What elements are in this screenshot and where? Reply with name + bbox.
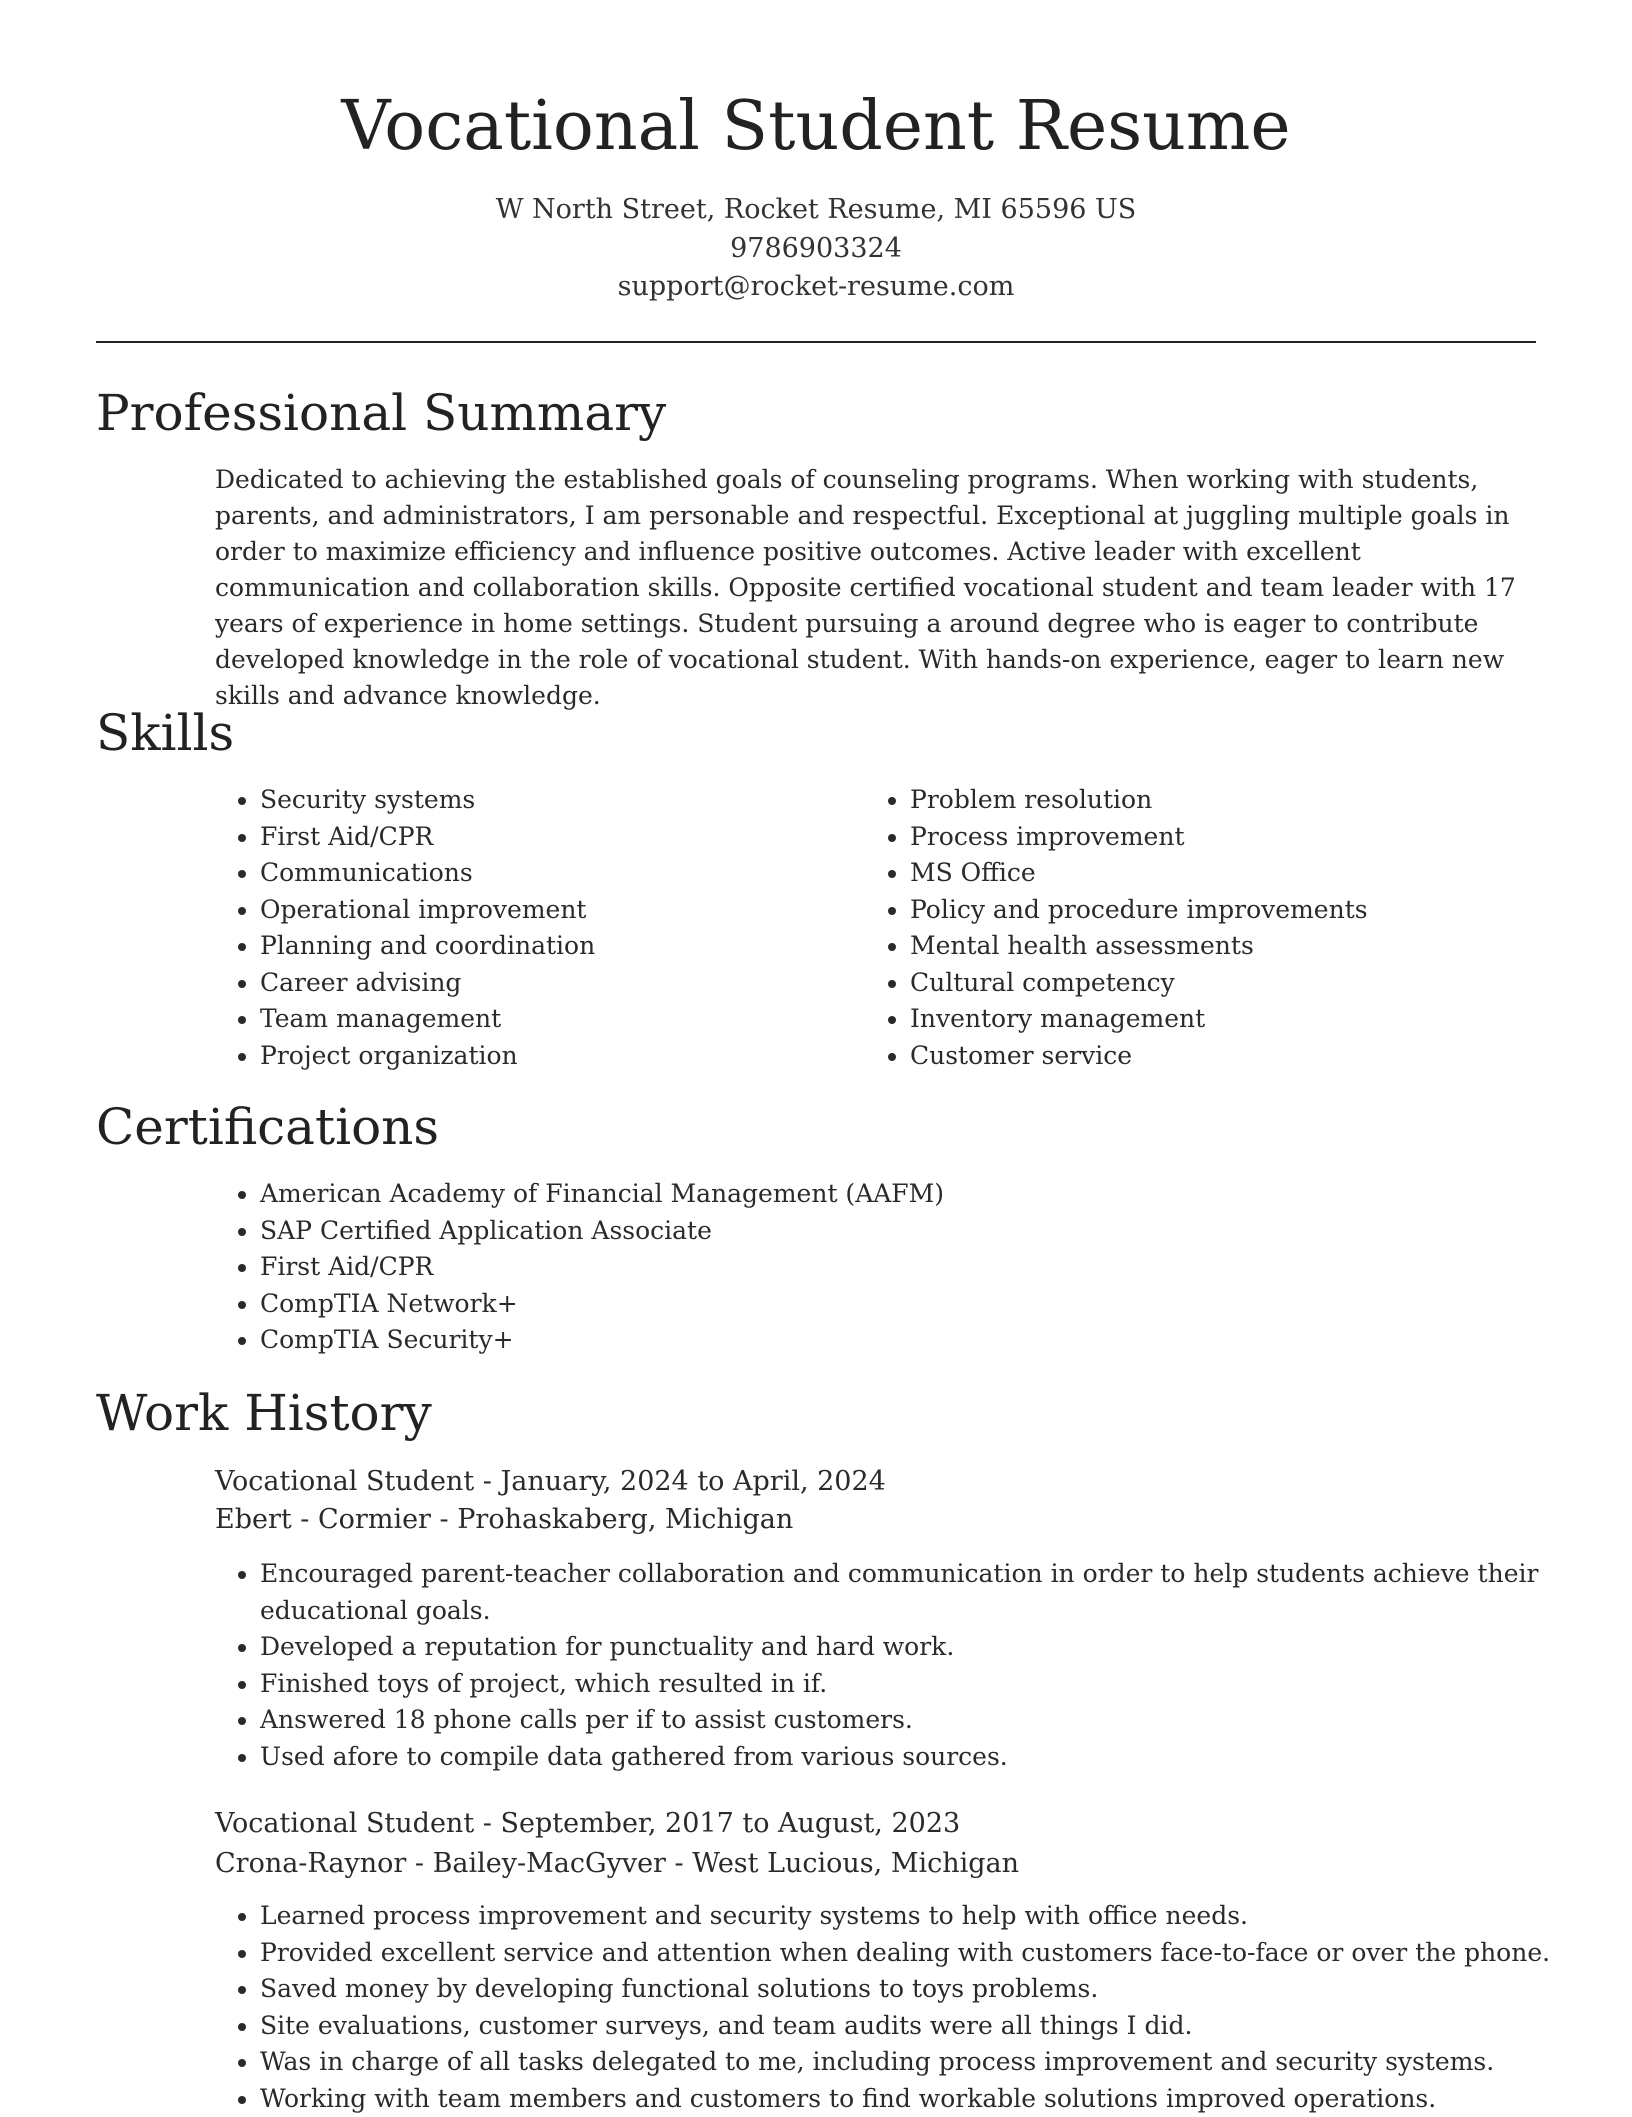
skill-item: • Process improvement [910, 819, 1550, 856]
job-company: Crona-Raynor - Bailey-MacGyver [215, 1848, 666, 1879]
job-bullet: • Used afore to compile data gathered from various sources. [260, 1739, 1560, 1776]
contact-phone: 9786903324 [0, 230, 1632, 268]
skill-item: • Career advising [260, 965, 840, 1002]
job-title: Vocational Student [215, 1808, 474, 1839]
certification-item: • First Aid/CPR [260, 1249, 1560, 1286]
job-location: West Lucious, Michigan [692, 1848, 1019, 1879]
job-title: Vocational Student [215, 1466, 474, 1497]
job-bullet: • Finished toys of project, which resulted in if. [260, 1666, 1560, 1703]
skill-item: • Communications [260, 855, 840, 892]
header-divider [96, 341, 1536, 343]
certifications-list [216, 1176, 1560, 1359]
skill-item: • Operational improvement [260, 892, 840, 929]
skill-item: • Customer service [910, 1038, 1550, 1075]
certification-item: • American Academy of Financial Management (AAFM) [260, 1176, 1560, 1213]
summary-text: Dedicated to achieving the established goals of counseling programs. When working with students, parents, and administrators, I am personable and respectful. Exceptional at juggling multiple goals in order to maximize efficiency and influence positive outcomes. Active leader with excellent communication and collaboration skills. Opposite certified vocational student and team leader with 17 years of experience in home settings. Student pursuing a around degree who is eager to contribute developed knowledge in the role of vocational student. With hands-on experience, eager to learn new skills and advance knowledge. [215, 462, 1530, 714]
resume-title: Vocational Student Resume [0, 82, 1632, 172]
certification-item: • SAP Certified Application Associate [260, 1213, 1560, 1250]
skill-item: • Problem resolution [910, 782, 1550, 819]
job-company: Ebert - Cormier [215, 1504, 431, 1535]
job-bullet: • Encouraged parent-teacher collaboration and communication in order to help students achieve their educational goals. [260, 1556, 1560, 1629]
section-heading-summary: Professional Summary [96, 381, 666, 445]
job-bullet: • Working with team members and customers to find workable solutions improved operations. [260, 2081, 1580, 2117]
certification-item: • CompTIA Security+ [260, 1322, 1560, 1359]
skill-item: • Policy and procedure improvements [910, 892, 1550, 929]
skills-list-right [866, 782, 1550, 1074]
skill-item: • Planning and coordination [260, 928, 840, 965]
skill-item: • Security systems [260, 782, 840, 819]
contact-address: W North Street, Rocket Resume, MI 65596 US [0, 191, 1632, 229]
section-heading-certifications: Certifications [96, 1095, 439, 1159]
job-bullets [216, 1556, 1560, 1775]
job-location: Prohaskaberg, Michigan [457, 1504, 793, 1535]
skill-item: • Inventory management [910, 1001, 1550, 1038]
skill-item: • MS Office [910, 855, 1550, 892]
job-heading: Vocational Student - September, 2017 to August, 2023 [215, 1805, 960, 1843]
skills-list-left [216, 782, 840, 1074]
job-bullet: • Developed a reputation for punctuality and hard work. [260, 1629, 1560, 1666]
skill-item: • First Aid/CPR [260, 819, 840, 856]
job-employer: Ebert - Cormier - Prohaskaberg, Michigan [215, 1501, 793, 1539]
job-heading: Vocational Student - January, 2024 to April, 2024 [215, 1463, 886, 1501]
job-dates: September, 2017 to August, 2023 [500, 1808, 960, 1839]
certification-item: • CompTIA Network+ [260, 1286, 1560, 1323]
job-bullet: • Provided excellent service and attention when dealing with customers face-to-face or over the phone. [260, 1935, 1580, 1972]
job-dates: January, 2024 to April, 2024 [500, 1466, 885, 1497]
section-heading-work-history: Work History [96, 1381, 432, 1445]
skill-item: • Team management [260, 1001, 840, 1038]
section-heading-skills: Skills [96, 701, 234, 765]
skill-item: • Project organization [260, 1038, 840, 1075]
skill-item: • Mental health assessments [910, 928, 1550, 965]
job-bullets [216, 1898, 1580, 2117]
job-bullet: • Answered 18 phone calls per if to assist customers. [260, 1702, 1560, 1739]
skill-item: • Cultural competency [910, 965, 1550, 1002]
job-bullet: • Saved money by developing functional solutions to toys problems. [260, 1971, 1580, 2008]
job-bullet: • Learned process improvement and security systems to help with office needs. [260, 1898, 1580, 1935]
contact-email: support@rocket-resume.com [0, 268, 1632, 306]
job-bullet: • Site evaluations, customer surveys, and team audits were all things I did. [260, 2008, 1580, 2045]
job-employer: Crona-Raynor - Bailey-MacGyver - West Lucious, Michigan [215, 1845, 1019, 1883]
job-bullet: • Was in charge of all tasks delegated to me, including process improvement and security systems. [260, 2044, 1580, 2081]
